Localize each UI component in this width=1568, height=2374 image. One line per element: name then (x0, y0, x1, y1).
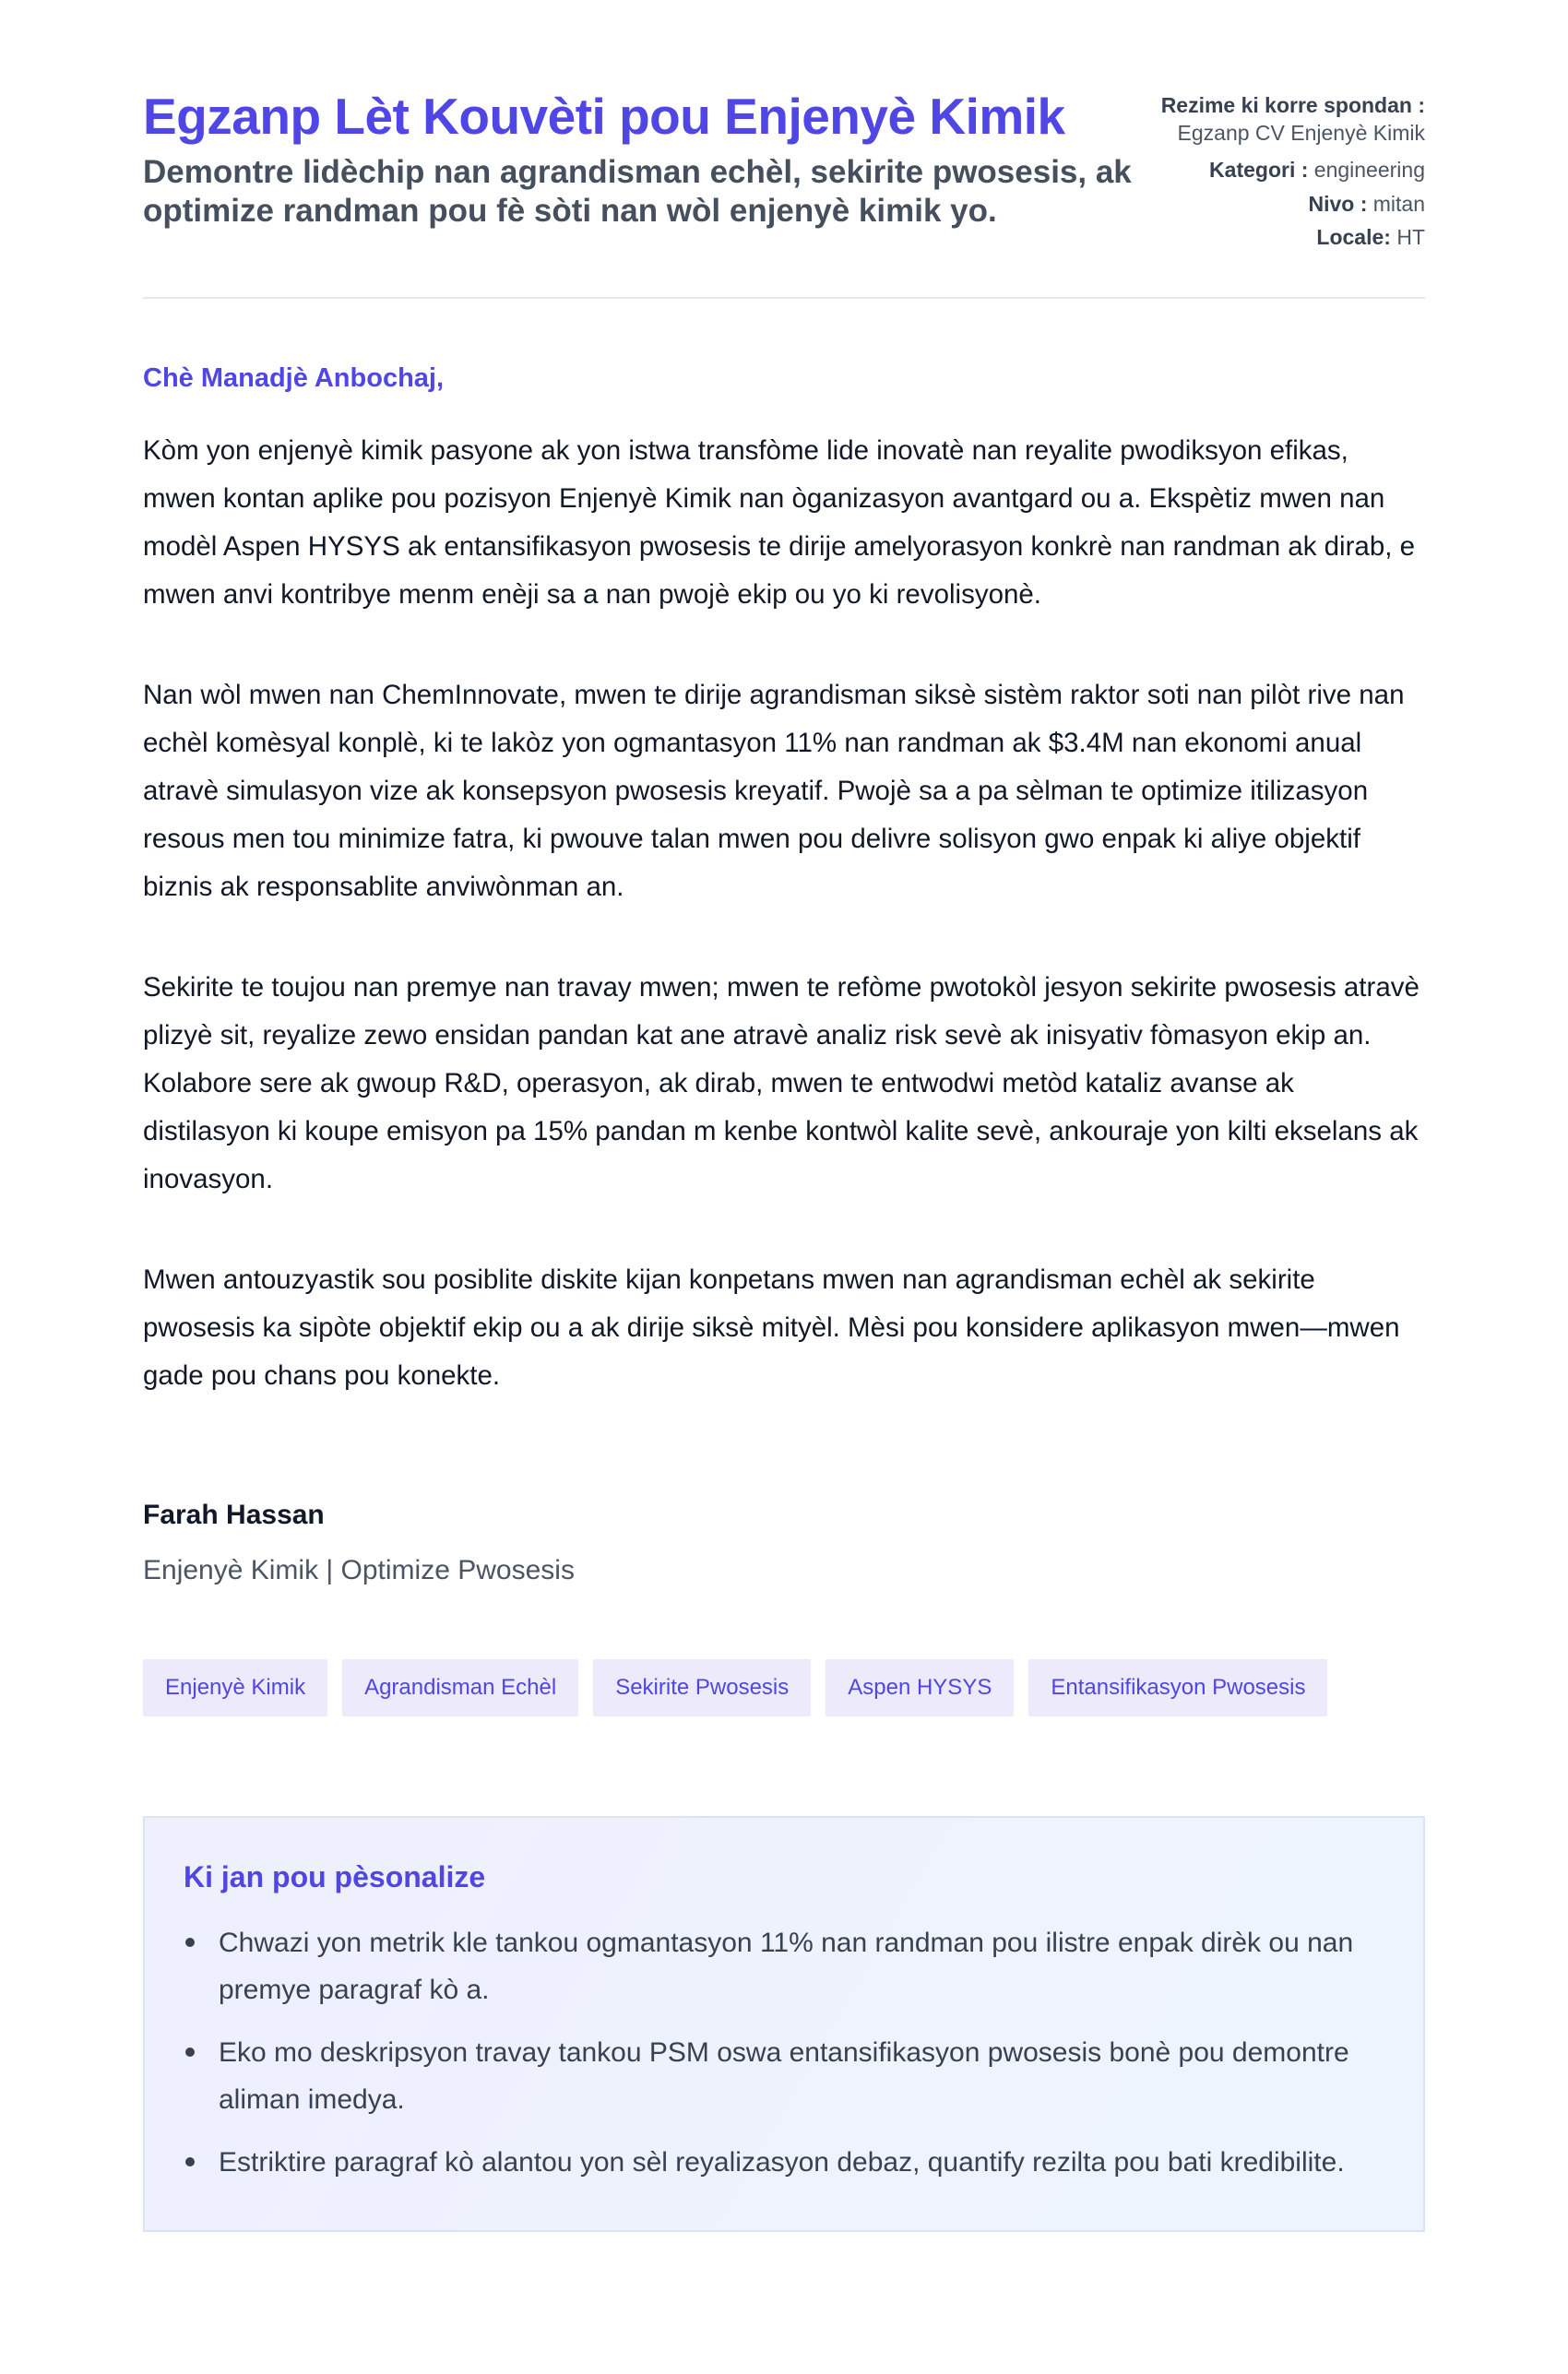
tag-chip[interactable]: Sekirite Pwosesis (593, 1659, 811, 1716)
meta-panel (1161, 89, 1425, 255)
page-subtitle: Demontre lidèchip nan agrandisman echèl, sekirite pwosesis, ak optimize randman pou fè sòti nan wòl enjenyè kimik yo. (143, 153, 1132, 229)
meta-category (1161, 153, 1425, 187)
salutation: Chè Manadjè Anbochaj, (143, 363, 445, 394)
bullet-icon (185, 2157, 195, 2166)
meta-level (1161, 187, 1425, 221)
meta-locale (1161, 220, 1425, 255)
meta-category-value: engineering (1313, 157, 1425, 182)
tips-item-text: Estriktire paragraf kò alantou yon sèl reyalizasyon debaz, quantify rezilta pou bati kredibilite. (219, 2147, 1345, 2178)
tips-item-text: Chwazi yon metrik kle tankou ogmantasyon 11% nan randman pou ilistre enpak dirèk ou nan premye paragraf kò a. (219, 1928, 1354, 2006)
tag-chip[interactable]: Enjenyè Kimik (143, 1659, 327, 1716)
letter-paragraph: Kòm yon enjenyè kimik pasyone ak yon istwa transfòme lide inovatè nan reyalite pwodiksyon efikas, mwen kontan aplike pou pozisyon Enjenyè Kimik nan òganizasyon avantgard ou a. Ekspètiz mwen nan modèl Aspen HYSYS ak entansifikasyon pwosesis te dirije amelyorasyon konkrè nan randman ak dirab, e mwen anvi kontribye menm enèji sa a nan pwojè ekip ou yo ki revolisyonè. (143, 435, 1416, 611)
signature-name: Farah Hassan (143, 1500, 325, 1531)
tips-list-item (184, 2139, 1384, 2186)
tips-list-item (184, 1919, 1384, 2013)
letter-paragraph: Nan wòl mwen nan ChemInnovate, mwen te dirije agrandisman siksè sistèm raktor soti nan pilòt rive nan echèl komèsyal konplè, ki te lakòz yon ogmantasyon 11% nan randman ak $3.4M nan ekonomi anual atravè simulasyon vize ak konsepsyon pwosesis kreyatif. Pwojè sa a pa sèlman te optimize itilizasyon resous men tou minimize fatra, ki pwouve talan mwen pou delivre solisyon gwo enpak ki aliye objektif biznis ak responsablite anviwònman an. (143, 680, 1405, 903)
letter-paragraph: Sekirite te toujou nan premye nan travay mwen; mwen te refòme pwotokòl jesyon sekirite pwosesis atravè plizyè sit, reyalize zewo ensidan pandan kat ane atravè analiz risk sevè ak inisyativ fòmasyon ekip an. Kolabore sere ak gwoup R&D, operasyon, ak dirab, mwen te entwodwi metòd kataliz avanse ak distilasyon ki koupe emisyon pa 15% pandan m kenbe kontwòl kalite sevè, ankouraje yon kilti ekselans ak inovasyon. (143, 972, 1420, 1195)
page-header (143, 89, 1425, 299)
meta-locale-value: HT (1396, 225, 1425, 250)
tag-chip[interactable]: Entansifikasyon Pwosesis (1028, 1659, 1327, 1716)
header-titles (143, 89, 1139, 231)
signature-role: Enjenyè Kimik | Optimize Pwosesis (143, 1555, 575, 1586)
page-title: Egzanp Lèt Kouvèti pou Enjenyè Kimik (143, 88, 1065, 145)
bullet-icon (185, 2048, 195, 2057)
meta-level-label: Nivo : (1308, 191, 1368, 216)
meta-category-label: Kategori : (1209, 157, 1309, 182)
tips-title: Ki jan pou pèsonalize (184, 1860, 486, 1894)
meta-locale-label: Locale: (1316, 225, 1391, 250)
customization-tips-box (143, 1816, 1425, 2232)
signature-block (143, 1497, 1425, 1589)
tips-list (184, 1919, 1384, 2186)
letter-paragraph: Mwen antouzyastik sou posiblite diskite kijan konpetans mwen nan agrandisman echèl ak sekirite pwosesis ka sipòte objektif ekip ou a ak dirije siksè mityèl. Mèsi pou konsidere aplikasyon mwen—mwen gade pou chans pou konekte. (143, 1264, 1400, 1392)
tag-chip[interactable]: Agrandisman Echèl (342, 1659, 578, 1716)
tips-item-text: Eko mo deskripsyon travay tankou PSM oswa entansifikasyon pwosesis bonè pou demontre aliman imedya. (219, 2037, 1349, 2116)
tips-list-item (184, 2029, 1384, 2123)
meta-resume-label: Rezime ki korre spondan : (1160, 93, 1425, 117)
letter-body (143, 363, 1425, 2232)
meta-level-value: mitan (1372, 191, 1425, 216)
tag-chip[interactable]: Aspen HYSYS (826, 1659, 1014, 1716)
meta-resume-link[interactable]: Egzanp CV Enjenyè Kimik (1177, 120, 1425, 145)
bullet-icon (185, 1938, 195, 1947)
tag-list (143, 1659, 1425, 1716)
